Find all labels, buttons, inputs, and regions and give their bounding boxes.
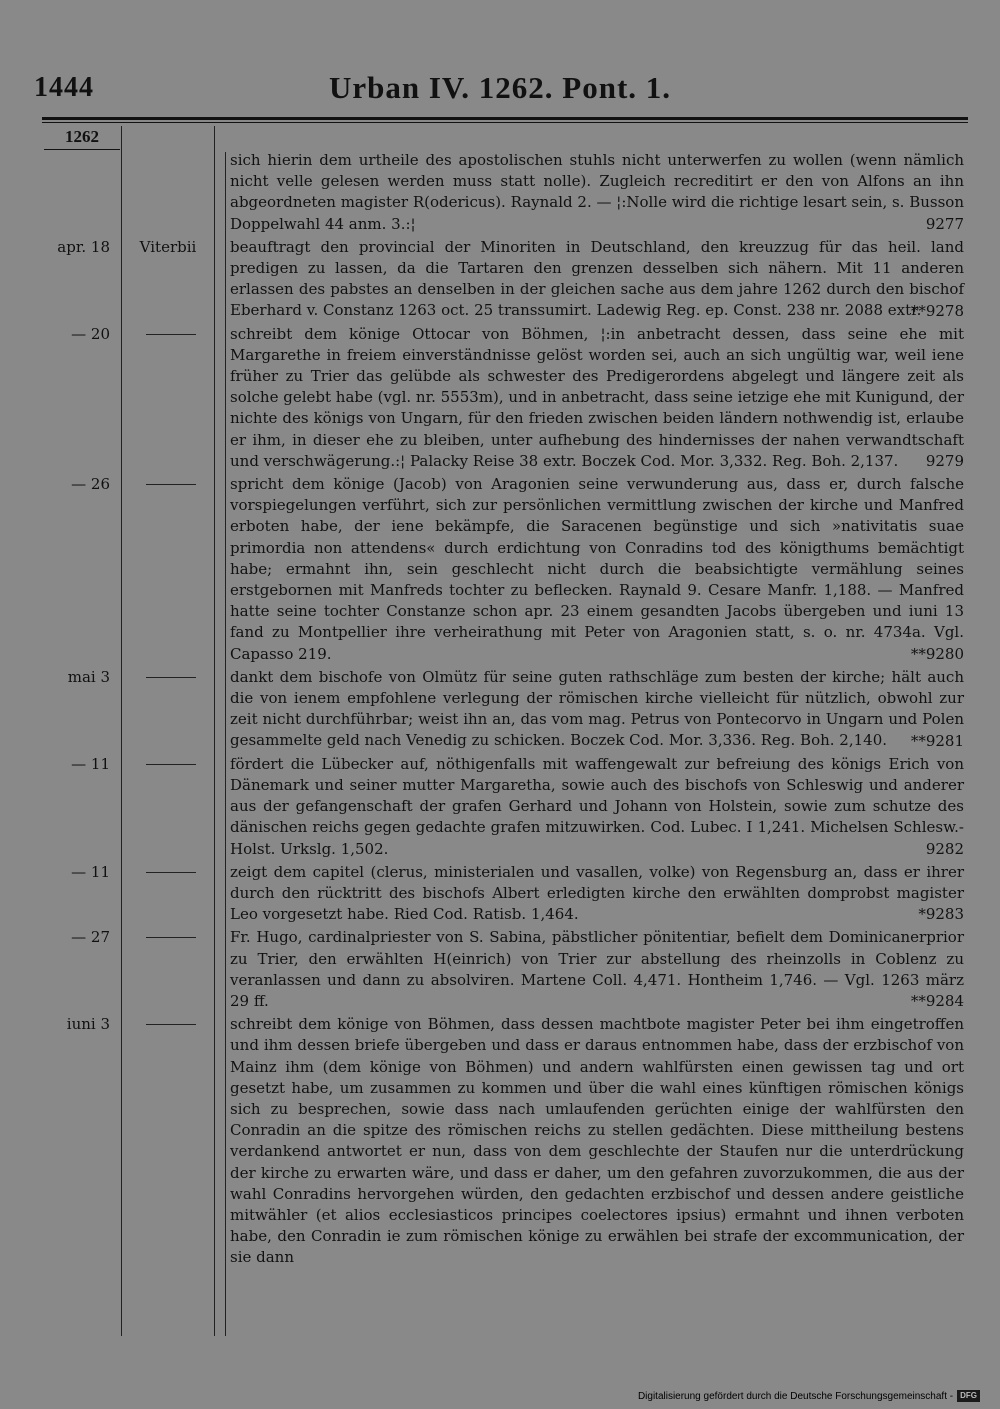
running-title: Urban IV. 1262. Pont. 1. (328, 70, 672, 105)
entry-9284 (0, 927, 1000, 1012)
entry-body: zeigt dem capitel (clerus, ministerialen und vasallen, volke) von Regensburg an, dass er ihrer durch den rücktritt des bischofs Albert erledigten kirche den erwählten domprobst magister Leo vorgesetzt habe. Ried Cod. Ratisb. 1,464. (230, 862, 964, 924)
entry-text (230, 474, 964, 665)
entry-text (230, 324, 964, 472)
entry-place-dash (146, 872, 196, 873)
entry-date: — 27 (71, 928, 110, 947)
entry-9282 (0, 754, 1000, 860)
entry-date: — 11 (71, 862, 110, 881)
entry-body: dankt dem bischofe von Olmütz für seine guten rathschläge zum besten der kirche; hält auch die von ienem empfohlene verlegung der römischen kirche vielleicht für nützlich, obwohl zur zeit nicht durchführbar; weist ihn an, das vom mag. Petrus von Pontecorvo in Ungarn und Polen gesammelte geld nach Venedig zu schicken. Boczek Cod. Mor. 3,336. Reg. Boh. 2,140. (230, 667, 964, 750)
entry-body: Fr. Hugo, cardinalpriester von S. Sabina, päbstlicher pönitentiar, befielt dem Dominicanerprior zu Trier, den erwählten H(einrich) von Trier zur abstellung des rheinzolls in Coblenz zu veranlassen und dann zu absolviren. Martene Coll. 4,471. Hontheim 1,746. — Vgl. 1263 märz 29 ff. (230, 928, 964, 1010)
entry-text (230, 927, 964, 1012)
entry-9283 (0, 862, 1000, 926)
entry-body: sich hierin dem urtheile des apostolischen stuhls nicht unterwerfen zu wollen (wenn nämlich nicht velle gelesen werden muss statt nolle). Zugleich recreditirt er den von Alfons an ihn abgeordneten magister R(odericus). Raynald 2. — ¦:Nolle wird die richtige lesart sein, s. Busson Doppelwahl 44 anm. 3.:¦ (230, 151, 964, 233)
entry-place-dash (146, 334, 196, 335)
entry-number: **9284 (910, 992, 964, 1011)
entry-date: — 26 (71, 475, 110, 494)
entry-place-dash (146, 1024, 196, 1025)
entry-9278 (0, 237, 1000, 322)
entry-date: — 11 (71, 754, 110, 773)
entry-number: **9280 (910, 644, 964, 663)
entry-place-dash (146, 484, 196, 485)
entry-date: apr. 18 (57, 237, 110, 256)
entry-place-dash (146, 937, 196, 938)
page-number: 1444 (34, 72, 94, 103)
entry-number: 9279 (925, 452, 964, 471)
entry-place-dash (146, 764, 196, 765)
regesta-entries (0, 150, 1000, 1269)
entry-text (230, 150, 964, 235)
entry-date: mai 3 (67, 667, 110, 686)
entry-body: spricht dem könige (Jacob) von Aragonien seine verwunderung aus, dass er, durch falsche vorspiegelungen verführt, sich zur persönlichen vermittlung zwischen der kirche und Manfred erboten habe, der iene bekämpfe, die Saracenen begünstige und sich »nativitatis suae primordia non attendens« durch erdichtung von Conradins tod des königthums bemächtigt habe; ermahnt ihn, sein geschlecht nicht durch die beabsichtigte vermählung seines erstgebornen mit Manfreds tochter zu beflecken. Raynald 9. Cesare Manfr. 1,188. — Manfred hatte seine tochter Constanze schon apr. 23 einem gesandten Jacobs übergeben und iuni 13 fand zu Montpellier ihre verheirathung mit Peter von Aragonien statt, s. o. nr. 4734a. Vgl. Capasso 219. (230, 475, 964, 663)
entry-number: 9277 (925, 214, 964, 233)
entry-9281 (0, 667, 1000, 752)
entry-date: iuni 3 (66, 1015, 110, 1034)
header-rule-thin (42, 122, 968, 123)
entry-place: Viterbii (139, 237, 197, 256)
header-rule (42, 117, 968, 120)
entry-place-dash (146, 677, 196, 678)
entry-9280 (0, 474, 1000, 665)
footer-text: Digitalisierung gefördert durch die Deutsche Forschungsgemeinschaft - (637, 1390, 954, 1402)
entry-number: 9282 (925, 839, 964, 858)
footer-credit (638, 1390, 980, 1402)
entry-text (230, 754, 964, 860)
entry-9277 (0, 150, 1000, 235)
dfg-logo-icon: DFG (957, 1390, 980, 1402)
entry-number: **9278 (910, 301, 964, 320)
entry-body: schreibt dem könige von Böhmen, dass dessen machtbote magister Peter bei ihm eingetroffen und ihm dessen briefe übergeben und dass er daraus entnommen habe, dass der erzbischof von Mainz ihm (dem könige von Böhmen) und andern wahlfürsten einen gewissen tag und ort gesetzt habe, um zusammen zu kommen und über die wahl eines künftigen römischen königs sich zu besprechen, sowie dass nach umlaufenden gerüchten einige der wahlfürsten den Conradin an die spitze des römischen reichs zu stellen gedächten. Diese mittheilung bestens verdankend antwortet er nun, dass von dem geschlechte der Staufen nur die unterdrückung der kirche zu erwarten wäre, und dass er daher, um den gefahren zuvorzukommen, die aus der wahl Conradins hervorgehen würden, den gedachten erzbischof und dessen andere geistliche mitwähler (et alios ecclesiasticos principes coelectores ipsius) ermahnt und ihnen verboten habe, den Conradin ie zum römischen könige zu erwählen bei strafe der excommunication, der sie dann (230, 1015, 964, 1267)
entry-9279 (0, 324, 1000, 472)
entry-text (230, 237, 964, 322)
entry-body: schreibt dem könige Ottocar von Böhmen, ¦:in anbetracht dessen, dass seine ehe mit Margarethe in freiem einverständnisse gelöst worden sei, auch an sich ungültig war, weil iene früher zu Trier das gelübde als schwester des Predigerordens abgelegt und längere zeit als solche gelebt habe (vgl. nr. 5553m), und in anbetracht, dass seine ietzige ehe mit Kunigund, der nichte des königs von Ungarn, für den frieden zwischen beiden ländern nothwendig ist, erlaube er ihm, in dieser ehe zu bleiben, unter aufhebung des hindernisses der nahen verwandtschaft und verschwägerung.:¦ Palacky Reise 38 extr. Boczek Cod. Mor. 3,332. Reg. Boh. 2,137. (230, 324, 964, 470)
entry-date: — 20 (71, 324, 110, 343)
entry-number: **9281 (910, 731, 964, 750)
entry-number: *9283 (918, 905, 964, 924)
year-label: 1262 (65, 127, 99, 146)
entry-body: beauftragt den provincial der Minoriten in Deutschland, den kreuzzug für das heil. land predigen zu lassen, da die Tartaren den grenzen desselben sich nähern. Mit 11 anderen erlassen des pabstes an denselben in der gleichen sache aus dem jahre 1262 durch den bischof Eberhard v. Constanz 1263 oct. 25 transsumirt. Ladewig Reg. ep. Const. 238 nr. 2088 extr. (230, 237, 964, 320)
entry-body: fördert die Lübecker auf, nöthigenfalls mit waffengewalt zur befreiung des königs Erich von Dänemark und seiner mutter Margaretha, sowie auch des bischofs von Schleswig und anderer aus der gefangenschaft der grafen Gerhard und Johann von Holstein, sowie zum schutze des dänischen reichs gegen gedachte grafen mitzuwirken. Cod. Lubec. I 1,241. Michelsen Schlesw.-Holst. Urkslg. 1,502. (230, 754, 964, 858)
entry-text (230, 862, 964, 926)
entry-text (230, 1014, 964, 1268)
entry-text (230, 667, 964, 752)
entry-9285 (0, 1014, 1000, 1268)
